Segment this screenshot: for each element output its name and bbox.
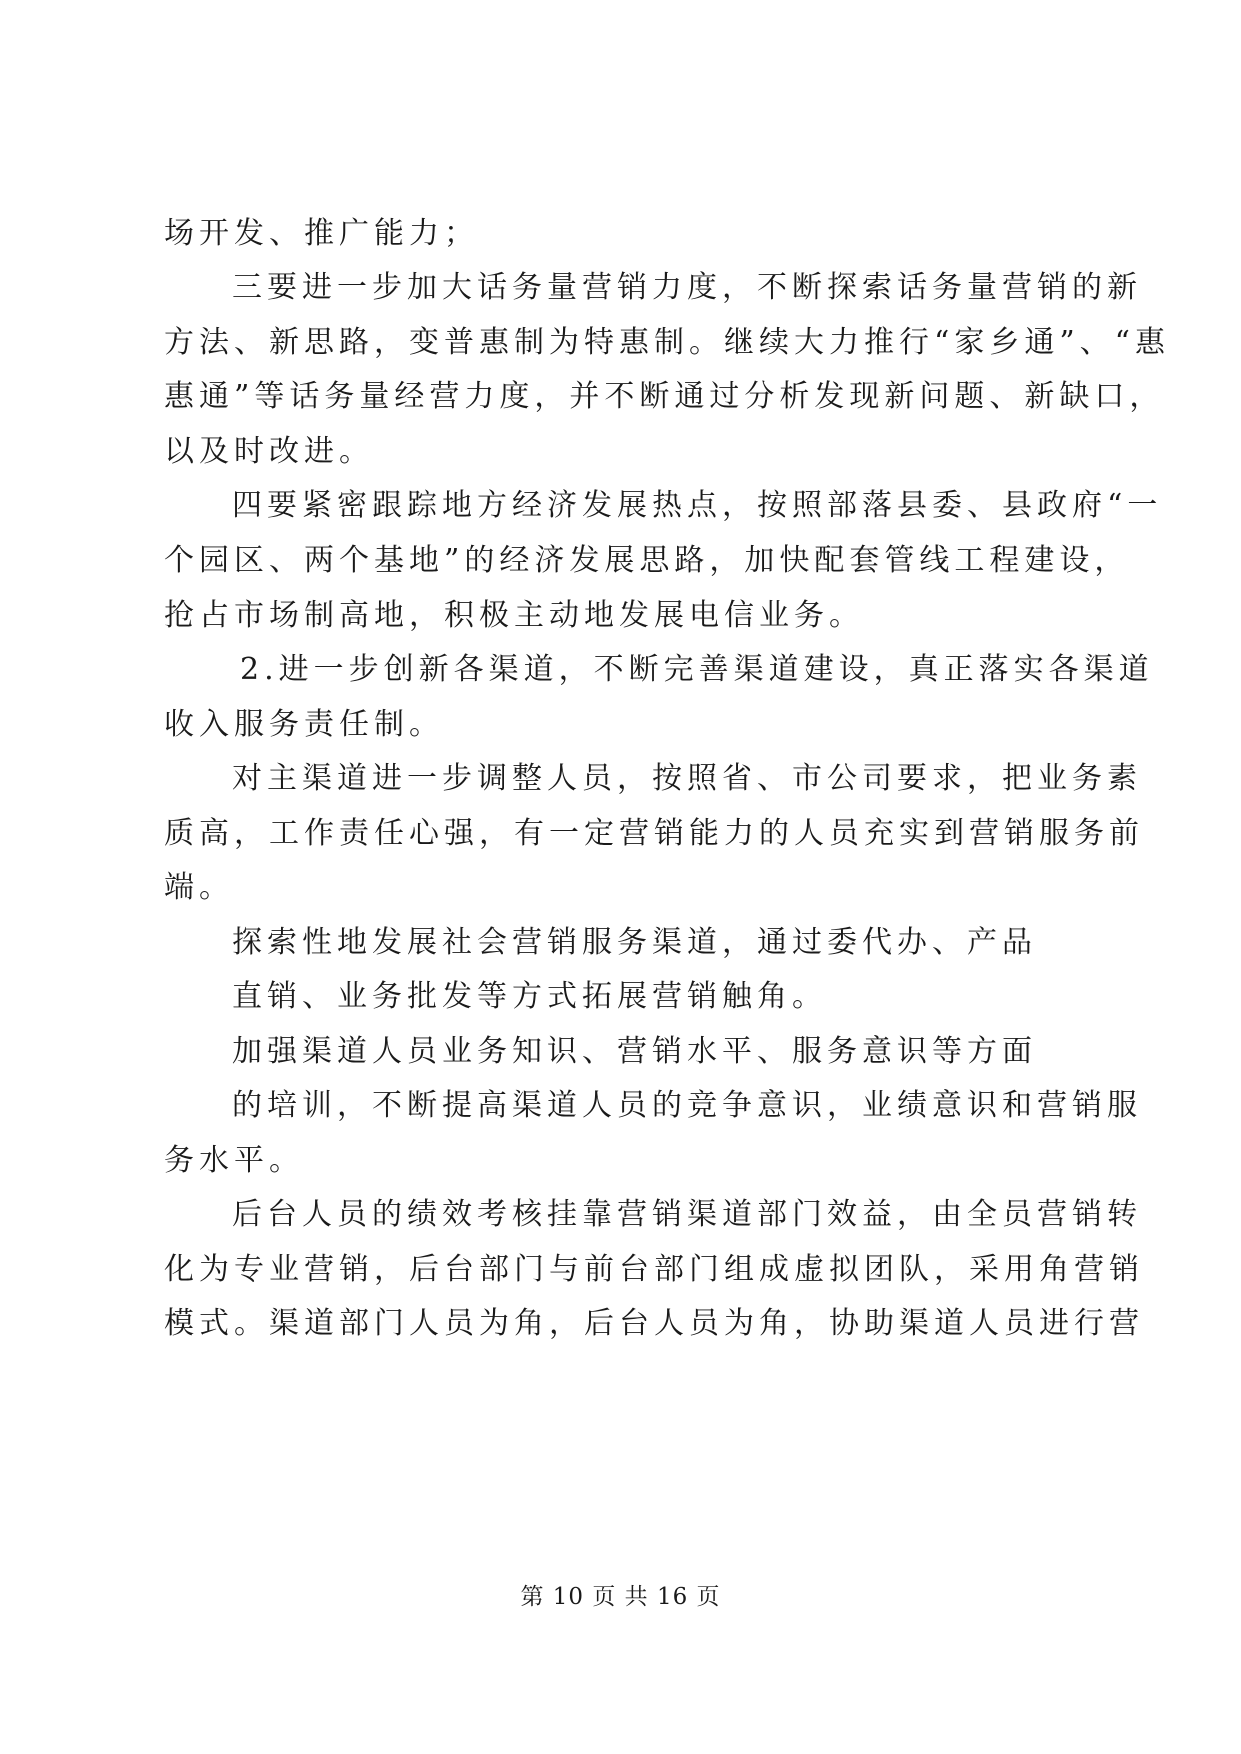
text-line: 四要紧密跟踪地方经济发展热点，按照部落县委、县政府“一 [232,488,1163,523]
text-line: 模式。渠道部门人员为角，后台人员为角，协助渠道人员进行营 [164,1306,1144,1341]
text-line: 收入服务责任制。 [164,707,444,742]
page-number: 第 10 页 共 16 页 [520,1584,721,1610]
text-line: 对主渠道进一步调整人员，按照省、市公司要求，把业务素 [232,761,1142,796]
text-line: 方法、新思路，变普惠制为特惠制。继续大力推行“家乡通”、“惠 [164,325,1171,360]
text-line: 惠通”等话务量经营力度，并不断通过分析发现新问题、新缺口， [164,379,1165,414]
text-line: 的培训，不断提高渠道人员的竞争意识，业绩意识和营销服 [232,1088,1142,1123]
text-line: 后台人员的绩效考核挂靠营销渠道部门效益，由全员营销转 [232,1197,1142,1232]
text-line: 抢占市场制高地，积极主动地发展电信业务。 [164,598,864,633]
text-line: 以及时改进。 [164,434,374,469]
text-line: 个园区、两个基地”的经济发展思路，加快配套管线工程建设， [164,543,1130,578]
text-line: 直销、业务批发等方式拓展营销触角。 [232,979,827,1014]
text-line: 质高，工作责任心强，有一定营销能力的人员充实到营销服务前 [164,816,1144,851]
text-line: 三要进一步加大话务量营销力度，不断探索话务量营销的新 [232,270,1142,305]
text-line: 务水平。 [164,1143,304,1178]
text-line: 场开发、推广能力； [164,216,479,251]
text-line: 加强渠道人员业务知识、营销水平、服务意识等方面 [232,1034,1037,1069]
text-line: 2.进一步创新各渠道，不断完善渠道建设，真正落实各渠道 [240,652,1154,687]
text-line: 端。 [164,870,234,905]
text-line: 探索性地发展社会营销服务渠道，通过委代办、产品 [232,925,1037,960]
text-line: 化为专业营销，后台部门与前台部门组成虚拟团队，采用角营销 [164,1252,1144,1287]
